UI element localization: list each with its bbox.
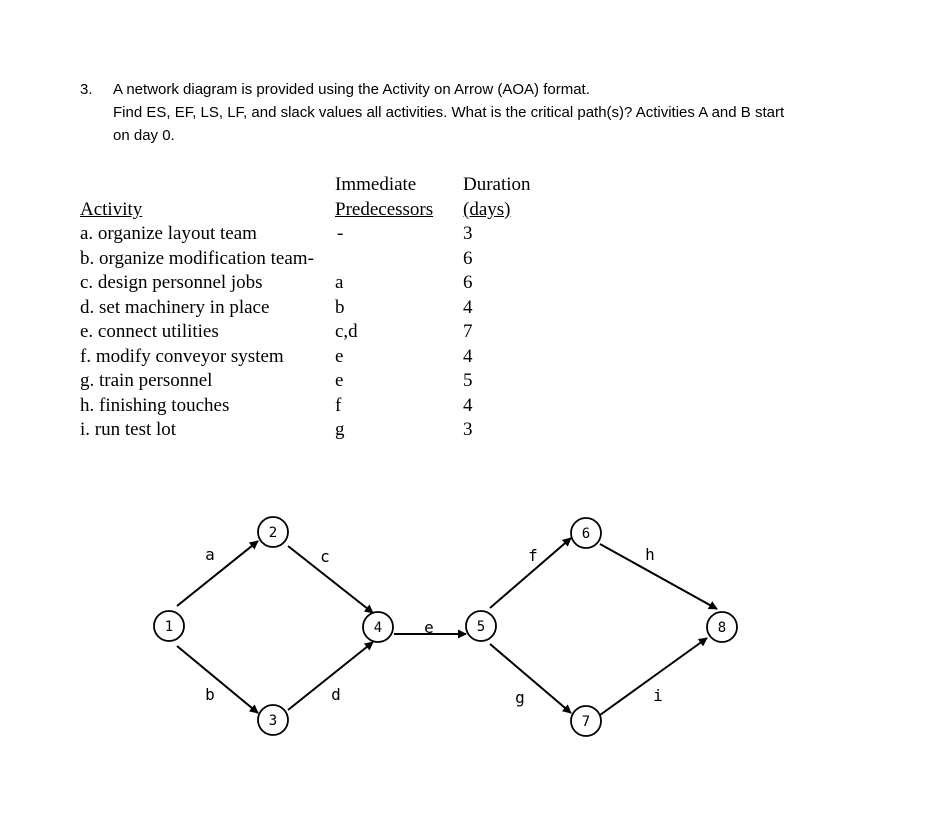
row-predecessors: e: [335, 370, 344, 391]
edge-c-arrow: [288, 546, 373, 613]
row-activity: d. set machinery in place: [80, 297, 270, 318]
header-predecessors-line1: Immediate: [335, 174, 417, 195]
row-predecessors: c,d: [335, 321, 358, 342]
header-predecessors-line2: Predecessors: [335, 199, 434, 220]
row-predecessors: g: [335, 419, 345, 440]
row-duration: 4: [463, 346, 473, 367]
row-duration: 6: [463, 272, 473, 293]
header-duration-line1: Duration: [463, 174, 531, 195]
node-7-label: 7: [581, 714, 591, 730]
edge-g-arrow: [490, 644, 571, 713]
edge-h-label: h: [645, 545, 655, 564]
header-activity: Activity: [80, 199, 143, 220]
row-duration: 5: [463, 370, 473, 391]
edge-b-label: b: [205, 685, 215, 704]
edge-h-arrow: [600, 544, 717, 609]
edge-a-arrow: [177, 541, 258, 606]
header-duration-line2: (days): [463, 199, 511, 220]
node-2-label: 2: [268, 525, 278, 541]
row-activity: e. connect utilities: [80, 321, 219, 342]
row-activity: h. finishing touches: [80, 395, 230, 416]
node-5-label: 5: [476, 619, 486, 635]
row-activity: a. organize layout team: [80, 223, 257, 244]
row-predecessors: b: [335, 297, 345, 318]
node-1-label: 1: [164, 619, 174, 635]
row-activity: b. organize modification team-: [80, 248, 314, 269]
node-8-label: 8: [717, 620, 727, 636]
edge-i-label: i: [653, 686, 663, 705]
row-activity: c. design personnel jobs: [80, 272, 263, 293]
question-line-3: on day 0.: [113, 127, 175, 144]
row-duration: 4: [463, 395, 473, 416]
row-duration: 6: [463, 248, 473, 269]
question-number: 3.: [80, 81, 93, 98]
row-duration: 4: [463, 297, 473, 318]
row-duration: 7: [463, 321, 473, 342]
node-3-label: 3: [268, 713, 278, 729]
edge-a-label: a: [205, 545, 215, 564]
edge-c-label: c: [320, 547, 330, 566]
row-predecessors: f: [335, 395, 342, 416]
row-activity: i. run test lot: [80, 419, 177, 440]
row-activity: f. modify conveyor system: [80, 346, 284, 367]
row-predecessors: -: [337, 223, 344, 244]
edge-f-label: f: [528, 546, 538, 565]
row-activity: g. train personnel: [80, 370, 213, 391]
node-4-label: 4: [373, 620, 383, 636]
edge-e-label: e: [424, 618, 434, 637]
row-predecessors: a: [335, 272, 344, 293]
row-duration: 3: [463, 223, 473, 244]
edge-d-label: d: [331, 685, 341, 704]
question-line-2: Find ES, EF, LS, LF, and slack values all activities. What is the critical path(s)? Activities A and B start: [113, 104, 785, 121]
row-predecessors: e: [335, 346, 344, 367]
question-line-1: A network diagram is provided using the Activity on Arrow (AOA) format.: [113, 81, 590, 98]
node-6-label: 6: [581, 526, 591, 542]
edge-g-label: g: [515, 688, 525, 707]
edge-b-arrow: [177, 646, 258, 713]
row-duration: 3: [463, 419, 473, 440]
